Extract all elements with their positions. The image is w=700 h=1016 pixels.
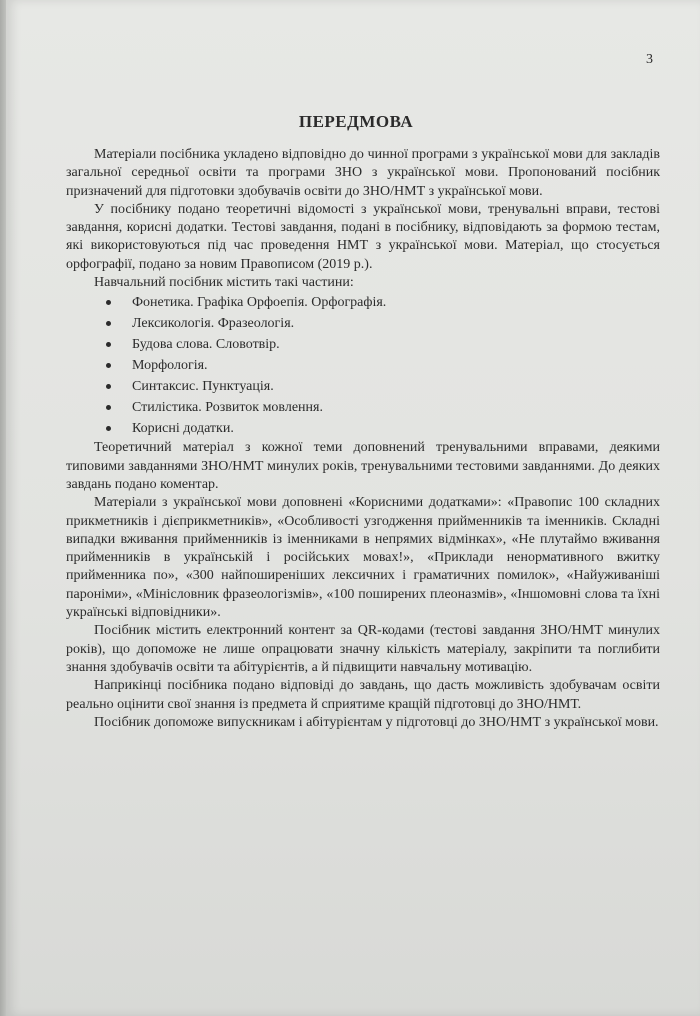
paragraph-intro: Матеріали посібника укладено відповідно до чинної програми з української мови для закладів загальної середньої освіти та програми ЗНО з української мови. Пропонований посібник призначений для підготовки здобувачів освіти до ЗНО/НМТ з української мови. (66, 147, 660, 199)
paragraph-parts-lead: Навчальний посібник містить такі частини: (94, 275, 354, 291)
parts-list (66, 292, 660, 439)
paragraph-answers: Наприкінці посібника подано відповіді до завдань, що дасть можливість здобувачам освіти реально оцінити свої знання із предмета й сприятиме кращій підготовці до ЗНО/НМТ. (66, 678, 660, 712)
list-item-label: Лексикологія. Фразеологія. (132, 316, 295, 332)
list-item (106, 313, 660, 334)
paragraph-closing: Посібник допоможе випускникам і абітурієнтам у підготовці до ЗНО/НМТ з української мови. (94, 714, 659, 730)
list-item (106, 292, 660, 313)
bullet-icon (106, 405, 111, 410)
page-title: ПЕРЕДМОВА (298, 112, 414, 131)
page-number: 3 (646, 52, 653, 67)
list-item-label: Синтаксис. Пунктуація. (132, 379, 274, 395)
list-item (106, 355, 660, 376)
list-item (106, 376, 660, 397)
list-item (106, 334, 660, 355)
list-item-label: Фонетика. Графіка Орфоепія. Орфографія. (132, 295, 387, 311)
paragraph-qr-content: Посібник містить електронний контент за QR-кодами (тестові завдання ЗНО/НМТ минулих років), що допоможе не лише опрацювати значну кількість матеріалу, закріпити та поглибити знання здобувачів освіти та абітурієнтів, а й підвищити навчальну мотивацію. (66, 623, 660, 675)
list-item-label: Корисні додатки. (132, 421, 234, 437)
bullet-icon (106, 300, 111, 305)
paragraph-appendices: Матеріали з української мови доповнені «Корисними додатками»: «Правопис 100 складних прикметників і дієприкметників», «Особливості узгодження прийменників та іменників. Складні випадки вживання прийменників із іменниками в непрямих відмінках», «Не плутаймо вживання прийменників в українській і російських мовах!», «Приклади ненормативного вжитку прийменника по», «300 найпоширеніших лексичних і граматичних помилок», «Найуживаніші пароніми», «Мінісловник фразеологізмів», «100 поширених плеоназмів», «Іншомовні слова та їхні українські відповідники». (66, 495, 660, 621)
preface-body (66, 146, 660, 732)
book-page (6, 0, 700, 1016)
bullet-icon (106, 321, 111, 326)
bullet-icon (106, 384, 111, 389)
list-item-label: Морфологія. (132, 358, 208, 374)
list-item-label: Будова слова. Словотвір. (132, 337, 280, 353)
list-item (106, 397, 660, 418)
list-item (106, 418, 660, 439)
bullet-icon (106, 426, 111, 431)
list-item-label: Стилістика. Розвиток мовлення. (132, 400, 323, 416)
bullet-icon (106, 363, 111, 368)
paragraph-theory: Теоретичний матеріал з кожної теми доповнений тренувальними вправами, деякими типовими завданнями ЗНО/НМТ минулих років, тренувальними тестовими завданнями. До деяких завдань подано коментар. (66, 440, 660, 492)
bullet-icon (106, 342, 111, 347)
paragraph-contents: У посібнику подано теоретичні відомості з української мови, тренувальні вправи, тестові завдання, корисні додатки. Тестові завдання, подані в посібнику, відповідають за формою тестам, які використовуються під час проведення НМТ з української мови. Матеріал, що стосується орфографії, подано за новим Правописом (2019 р.). (66, 201, 660, 272)
